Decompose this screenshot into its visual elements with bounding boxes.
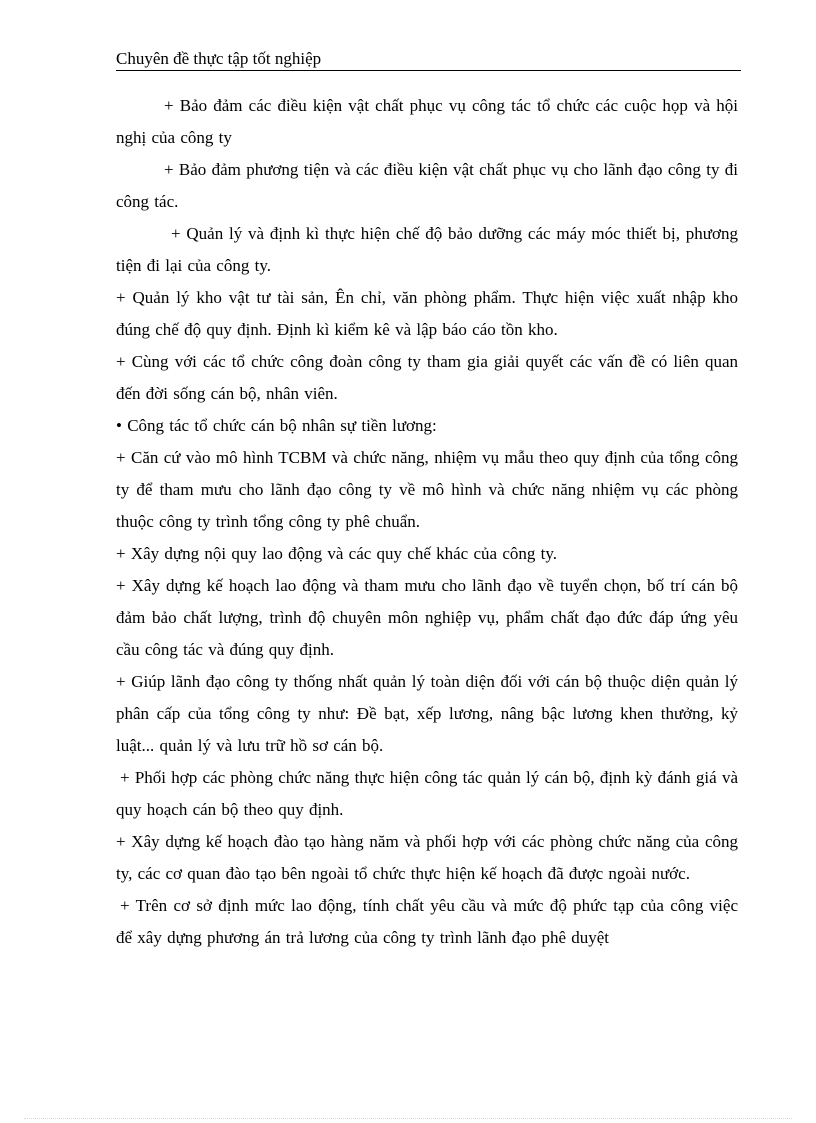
section-heading-personnel: • Công tác tổ chức cán bộ nhân sự tiền lương: bbox=[116, 416, 437, 435]
paragraph-union-cooperation: + Cùng với các tổ chức công đoàn công ty tham gia giải quyết các vấn đề có liên quan đến đời sống cán bộ, nhân viên. bbox=[116, 352, 738, 403]
paragraph-training-plan: + Xây dựng kế hoạch đào tạo hàng năm và phối hợp với các phòng chức năng của công ty, các cơ quan đào tạo bên ngoài tổ chức thực hiện kế hoạch đã được ngoài nước. bbox=[116, 832, 738, 883]
paragraph-equipment-maintenance: + Quản lý và định kì thực hiện chế độ bảo dưỡng các máy móc thiết bị, phương tiện đi lại của công ty. bbox=[116, 224, 738, 275]
paragraph-org-model: + Căn cứ vào mô hình TCBM và chức năng, nhiệm vụ mẫu theo quy định của tổng công ty để tham mưu cho lãnh đạo công ty về mô hình và chức năng nhiệm vụ các phòng thuộc công ty trình tổng công ty phê chuẩn. bbox=[116, 448, 738, 531]
document-body bbox=[116, 90, 738, 954]
paragraph-warehouse-management: + Quản lý kho vật tư tài sản, Ên chỉ, văn phòng phẩm. Thực hiện việc xuất nhập kho đúng chế độ quy định. Định kì kiểm kê và lập báo cáo tồn kho. bbox=[116, 288, 738, 339]
page-bottom-divider bbox=[24, 1118, 792, 1119]
header-title: Chuyên đề thực tập tốt nghiệp bbox=[116, 49, 322, 68]
paragraph-staff-evaluation: + Phối hợp các phòng chức năng thực hiện công tác quản lý cán bộ, định kỳ đánh giá và quy hoạch cán bộ theo quy định. bbox=[116, 768, 738, 819]
paragraph-labor-plan: + Xây dựng kế hoạch lao động và tham mưu cho lãnh đạo về tuyển chọn, bố trí cán bộ đảm bảo chất lượng, trình độ chuyên môn nghiệp vụ, phẩm chất đạo đức đáp ứng yêu cầu công tác và đúng quy định. bbox=[116, 576, 738, 659]
paragraph-business-trip: + Bảo đảm phương tiện và các điều kiện vật chất phục vụ cho lãnh đạo công ty đi công tác. bbox=[116, 160, 738, 211]
paragraph-salary-plan: + Trên cơ sở định mức lao động, tính chất yêu cầu và mức độ phức tạp của công việc để xây dựng phương án trả lương của công ty trình lãnh đạo phê duyệt bbox=[116, 896, 738, 947]
paragraph-staff-management: + Giúp lãnh đạo công ty thống nhất quản lý toàn diện đối với cán bộ thuộc diện quản lý phân cấp của tổng công ty như: Đề bạt, xếp lương, nâng bậc lương khen thưởng, kỷ luật... quản lý và lưu trữ hồ sơ cán bộ. bbox=[116, 672, 738, 755]
paragraph-meeting-conditions: + Bảo đảm các điều kiện vật chất phục vụ công tác tổ chức các cuộc họp và hội nghị của công ty bbox=[116, 96, 738, 147]
document-header bbox=[116, 48, 741, 71]
paragraph-labor-rules: + Xây dựng nội quy lao động và các quy chế khác của công ty. bbox=[116, 544, 557, 563]
